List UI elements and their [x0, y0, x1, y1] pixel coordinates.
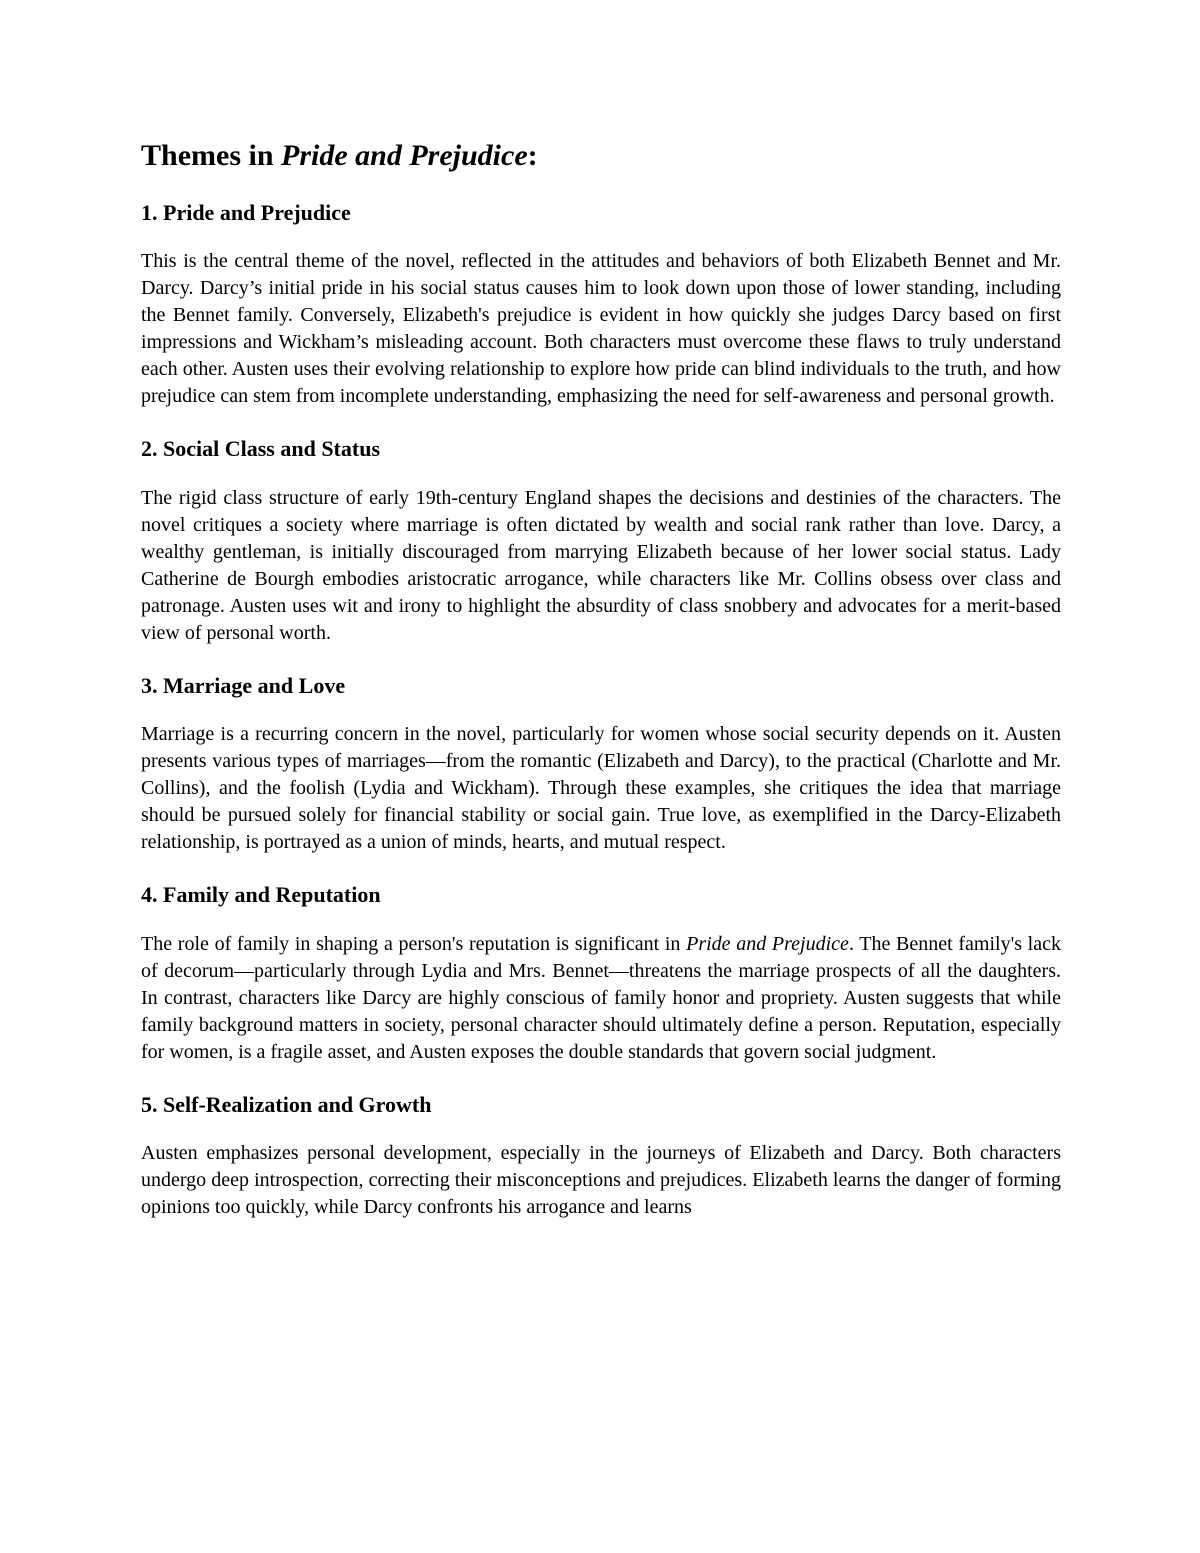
- section-heading-family-and-reputation: 4. Family and Reputation: [141, 882, 381, 908]
- title-suffix: :: [527, 139, 538, 172]
- section-body-self-realization: Austen emphasizes personal development, especially in the journeys of Elizabeth and Darcy. Both characters undergo deep introspection, correcting their misconceptions and prejudices. Elizabeth learns the danger of forming opinions too quickly, while Darcy confronts his arrogance and learns: [141, 1141, 1061, 1218]
- document-page: [141, 138, 1061, 1247]
- family-body-before: The role of family in shaping a person's reputation is significant in: [141, 932, 687, 955]
- section-heading-self-realization: 5. Self-Realization and Growth: [141, 1091, 432, 1117]
- section-body-social-class: The rigid class structure of early 19th-century England shapes the decisions and destinies of the characters. The novel critiques a society where marriage is often dictated by wealth and social rank rather than love. Darcy, a wealthy gentleman, is initially discouraged from marrying Elizabeth because of her lower social status. Lady Catherine de Bourgh embodies aristocratic arrogance, while characters like Mr. Collins obsess over class and patronage. Austen uses wit and irony to highlight the absurdity of class snobbery and advocates for a merit-based view of personal worth.: [141, 486, 1061, 644]
- family-body-italic: Pride and Prejudice: [686, 932, 849, 955]
- section-body-family-and-reputation: [141, 931, 1061, 1066]
- section-body-pride-and-prejudice: This is the central theme of the novel, reflected in the attitudes and behaviors of both Elizabeth Bennet and Mr. Darcy. Darcy’s initial pride in his social status causes him to look down upon those of lower standing, including the Bennet family. Conversely, Elizabeth's prejudice is evident in how quickly she judges Darcy based on first impressions and Wickham’s misleading account. Both characters must overcome these flaws to truly understand each other. Austen uses their evolving relationship to explore how pride can blind individuals to the truth, and how prejudice can stem from incomplete understanding, emphasizing the need for self-awareness and personal growth.: [141, 250, 1061, 408]
- title-italic: Pride and Prejudice: [281, 139, 528, 172]
- family-body-after: . The Bennet family's lack of decorum—particularly through Lydia and Mrs. Bennet—threatens the marriage prospects of all the daughters. In contrast, characters like Darcy are highly conscious of family honor and propriety. Austen suggests that while family background matters in society, personal character should ultimately define a person. Reputation, especially for women, is a fragile asset, and Austen exposes the double standards that govern social judgment.: [141, 932, 1061, 1063]
- section-body-marriage-and-love: Marriage is a recurring concern in the novel, particularly for women whose social security depends on it. Austen presents various types of marriages—from the romantic (Elizabeth and Darcy), to the practical (Charlotte and Mr. Collins), and the foolish (Lydia and Wickham). Through these examples, she critiques the idea that marriage should be pursued solely for financial stability or social gain. True love, as exemplified in the Darcy-Elizabeth relationship, is portrayed as a union of minds, hearts, and mutual respect.: [141, 723, 1061, 854]
- section-heading-pride-and-prejudice: 1. Pride and Prejudice: [141, 200, 351, 225]
- section-heading-marriage-and-love: 3. Marriage and Love: [141, 672, 346, 698]
- title-prefix: Themes in: [141, 139, 282, 172]
- section-heading-social-class: 2. Social Class and Status: [141, 436, 381, 462]
- document-title: [141, 138, 1061, 174]
